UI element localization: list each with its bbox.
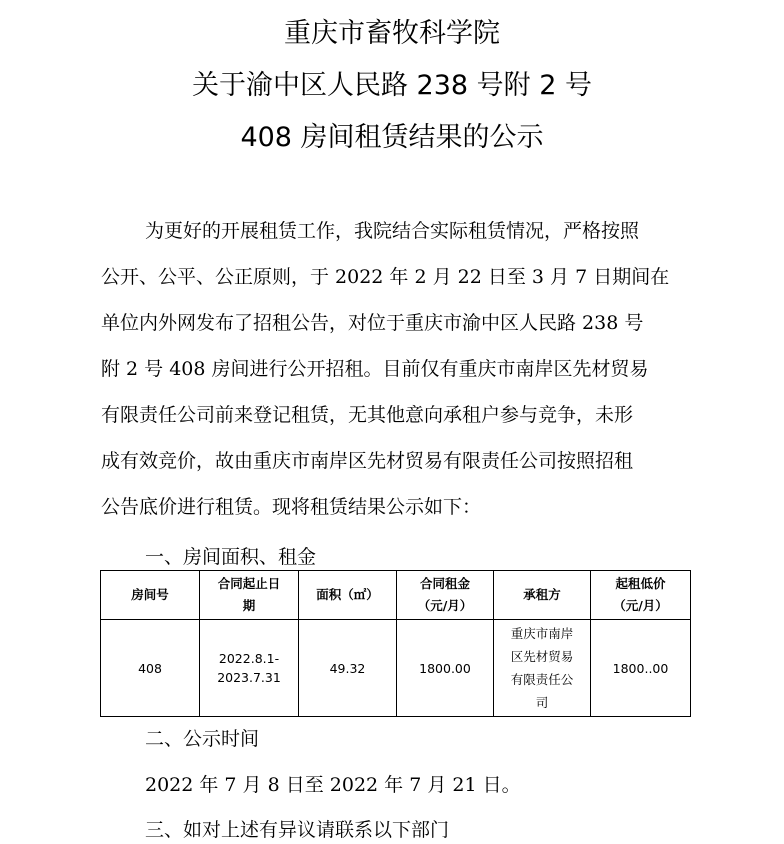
cell-contract-rent: 1800.00 [397, 620, 494, 717]
document-title-line-3: 408 房间租赁结果的公示 [240, 122, 544, 153]
paragraph-line: 单位内外网发布了招租公告，对位于重庆市渝中区人民路 238 号 [101, 312, 644, 334]
paragraph-line: 公告底价进行租赁。现将租赁结果公示如下： [101, 496, 482, 518]
cell-room-number: 408 [101, 620, 200, 717]
cell-starting-price: 1800..00 [591, 620, 691, 717]
intro-paragraph [101, 208, 699, 530]
header-contract-period: 合同起止日 期 [200, 571, 299, 620]
paragraph-line: 公开、公平、公正原则，于 2022 年 2 月 22 日至 3 月 7 日期间在 [101, 266, 670, 288]
paragraph-line: 为更好的开展租赁工作，我院结合实际租赁情况，严格按照 [145, 220, 640, 242]
cell-area: 49.32 [299, 620, 397, 717]
table-header-row [101, 571, 691, 620]
section-heading-notice-period: 二、公示时间 [145, 728, 260, 750]
paragraph-line: 附 2 号 408 房间进行公开招租。目前仅有重庆市南岸区先材贸易 [101, 358, 649, 380]
notice-period-dates: 2022 年 7 月 8 日至 2022 年 7 月 21 日。 [145, 774, 521, 796]
paragraph-line: 成有效竞价，故由重庆市南岸区先材贸易有限责任公司按照招租 [101, 450, 634, 472]
paragraph-line: 有限责任公司前来登记租赁，无其他意向承租户参与竞争，未形 [101, 404, 634, 426]
section-heading-area-rent: 一、房间面积、租金 [145, 546, 317, 568]
header-room-number: 房间号 [101, 571, 200, 620]
header-contract-rent: 合同租金 （元/月） [397, 571, 494, 620]
rent-table [100, 570, 691, 717]
table-row [101, 620, 691, 717]
cell-lessee: 重庆市南岸 区先材贸易 有限责任公 司 [494, 620, 591, 717]
section-heading-contact: 三、如对上述有异议请联系以下部门 [145, 819, 450, 841]
header-lessee: 承租方 [494, 571, 591, 620]
document-title-line-2: 关于渝中区人民路 238 号附 2 号 [191, 70, 593, 101]
header-area: 面积（㎡） [299, 571, 397, 620]
header-starting-price: 起租低价 （元/月） [591, 571, 691, 620]
cell-contract-period: 2022.8.1- 2023.7.31 [200, 620, 299, 717]
document-title-line-1: 重庆市畜牧科学院 [284, 18, 500, 49]
